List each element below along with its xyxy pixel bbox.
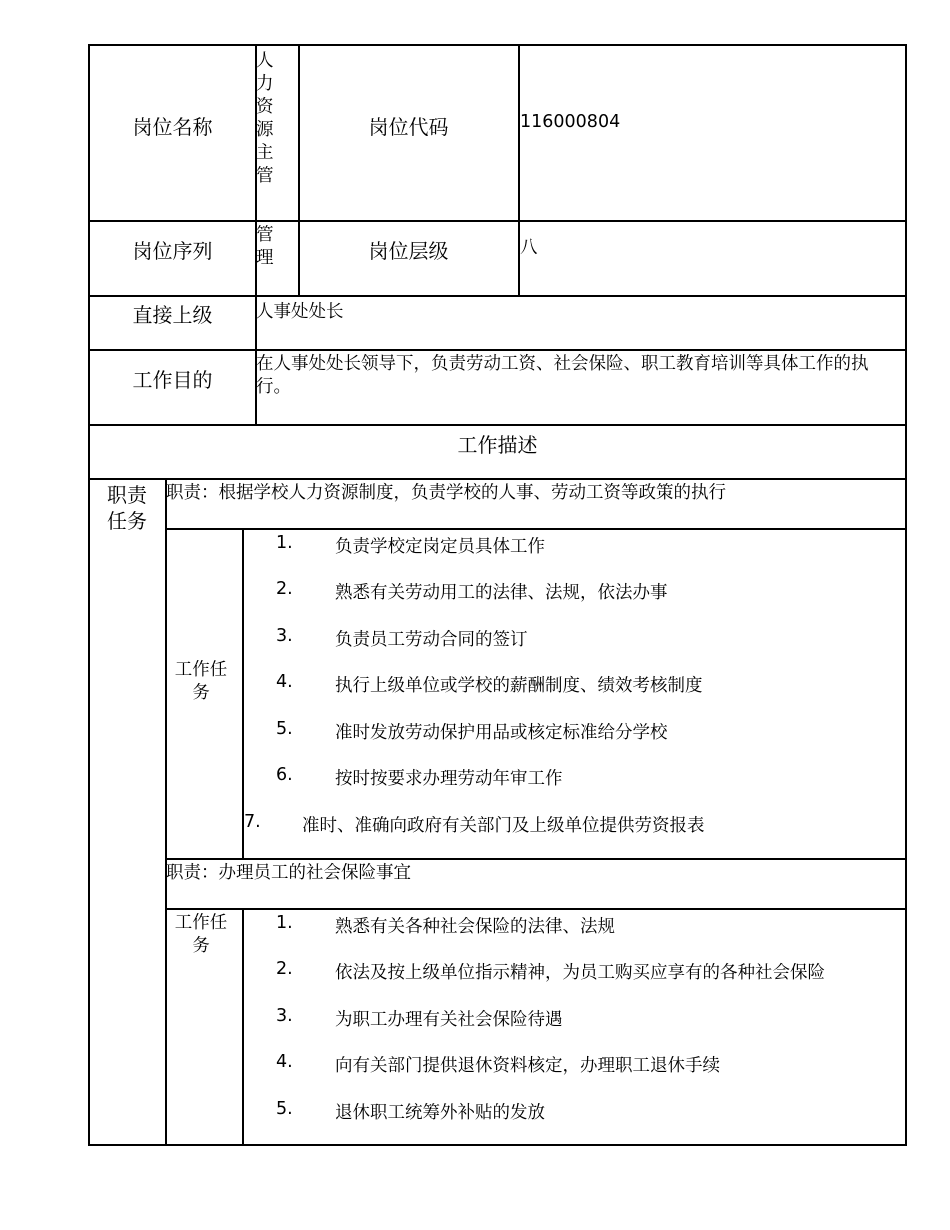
- duty-title: 职责：根据学校人力资源制度，负责学校的人事、劳动工资等政策的执行: [166, 483, 726, 503]
- column-divider: [165, 478, 167, 1146]
- superior-label: 直接上级: [132, 303, 213, 327]
- purpose-label: 工作目的: [132, 368, 213, 392]
- duties-label: 职责任务: [107, 483, 147, 533]
- tasks-label: 工作任务: [174, 913, 228, 956]
- work-description-title: 工作描述: [457, 433, 538, 457]
- position-level-value: 八: [520, 238, 538, 258]
- position-code-value: 116000804: [520, 112, 621, 132]
- task-item: 负责学校定岗定员具体工作: [335, 537, 545, 557]
- task-number: 1.: [276, 533, 293, 553]
- row-divider: [88, 478, 907, 480]
- task-number: 2.: [276, 959, 293, 979]
- task-number: 7.: [244, 812, 261, 832]
- task-item: 准时、准确向政府有关部门及上级单位提供劳资报表: [302, 816, 705, 836]
- task-item: 熟悉有关各种社会保险的法律、法规: [335, 917, 615, 937]
- row-divider: [165, 528, 907, 530]
- tasks-label: 工作任务: [174, 660, 228, 703]
- task-item: 准时发放劳动保护用品或核定标准给分学校: [335, 723, 668, 743]
- row-divider: [165, 858, 907, 860]
- column-divider: [242, 528, 244, 858]
- position-name-label: 岗位名称: [132, 115, 213, 139]
- position-code-label: 岗位代码: [368, 115, 449, 139]
- position-series-value: 管理: [256, 225, 274, 268]
- row-divider: [88, 295, 907, 297]
- task-item: 执行上级单位或学校的薪酬制度、绩效考核制度: [335, 676, 703, 696]
- task-number: 4.: [276, 1052, 293, 1072]
- row-divider: [165, 908, 907, 910]
- position-level-label: 岗位层级: [368, 239, 449, 263]
- task-number: 3.: [276, 626, 293, 646]
- task-item: 熟悉有关劳动用工的法律、法规，依法办事: [335, 583, 668, 603]
- column-divider: [242, 908, 244, 1146]
- task-item: 按时按要求办理劳动年审工作: [335, 769, 563, 789]
- row-divider: [88, 424, 907, 426]
- task-item: 依法及按上级单位指示精神，为员工购买应享有的各种社会保险: [335, 963, 825, 983]
- task-number: 6.: [276, 765, 293, 785]
- task-number: 2.: [276, 579, 293, 599]
- position-name-value: 人力资源主管: [256, 51, 274, 186]
- task-item: 退休职工统筹外补贴的发放: [335, 1103, 545, 1123]
- position-series-label: 岗位序列: [132, 239, 213, 263]
- task-number: 3.: [276, 1006, 293, 1026]
- duty-title: 职责：办理员工的社会保险事宜: [166, 863, 411, 883]
- task-item: 负责员工劳动合同的签订: [335, 630, 528, 650]
- task-number: 5.: [276, 1099, 293, 1119]
- purpose-value: 在人事处处长领导下，负责劳动工资、社会保险、职工教育培训等具体工作的执行。: [256, 354, 869, 397]
- row-divider: [88, 349, 907, 351]
- task-item: 向有关部门提供退休资料核定，办理职工退休手续: [335, 1056, 720, 1076]
- task-number: 5.: [276, 719, 293, 739]
- task-item: 为职工办理有关社会保险待遇: [335, 1010, 563, 1030]
- task-number: 1.: [276, 913, 293, 933]
- task-number: 4.: [276, 672, 293, 692]
- superior-value: 人事处处长: [256, 302, 344, 322]
- row-divider: [88, 220, 907, 222]
